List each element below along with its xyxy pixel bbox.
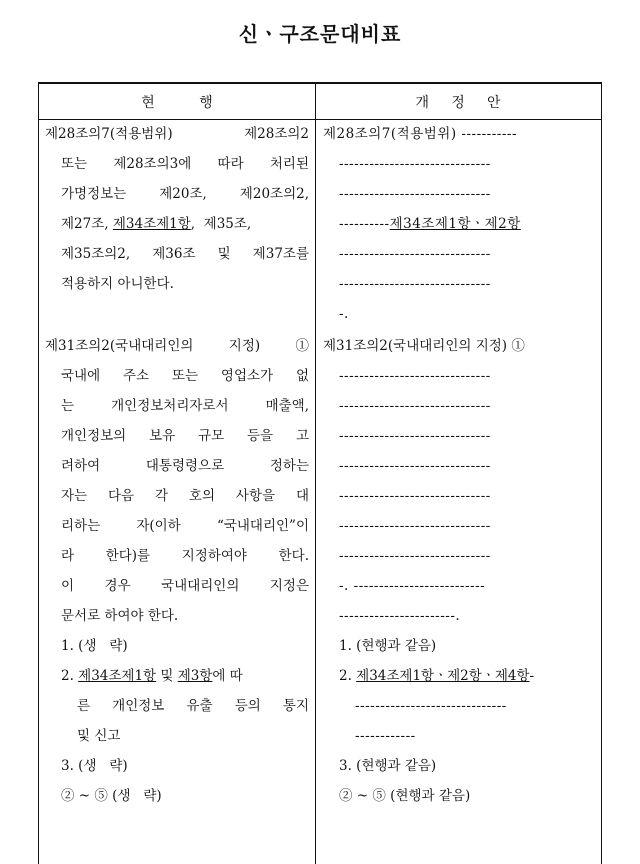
current-item-2-line: 및 신고: [77, 728, 121, 744]
column-divider: [315, 84, 316, 864]
current-paragraphs-2-5: ② ~ ⑤ (생 략): [61, 788, 162, 804]
proposed-item-3: 3. (현행과 같음): [339, 758, 437, 774]
proposed-a28-line: [323, 214, 595, 234]
current-a28-line: 제35조의2, 제36조 및 제37조를: [61, 246, 309, 262]
current-item-3: 3. (생 략): [61, 758, 128, 774]
proposed-item-2: [323, 666, 595, 686]
current-item-2-line: 른 개인정보 유출 등의 통지: [77, 698, 309, 714]
proposed-a31-line: ------------------------------: [339, 458, 491, 474]
text-fragment: , 제35조,: [190, 216, 252, 232]
header-proposed: 개 정 안: [415, 95, 501, 111]
proposed-a28-line: ------------------------------: [339, 276, 491, 292]
proposed-paragraphs-2-5: ② ~ ⑤ (현행과 같음): [339, 788, 471, 804]
current-a31-line: 개인정보의 보유 규모 등을 고: [61, 428, 309, 444]
amended-reference: 제34조제1항ㆍ제2항: [389, 216, 521, 232]
amended-reference: 제3항: [177, 668, 213, 684]
text-fragment: 2.: [339, 668, 357, 684]
current-a31-line: 문서로 하여야 한다.: [61, 608, 179, 624]
amended-reference: 제34조제1항: [112, 216, 191, 232]
proposed-a31-line: ------------------------------: [339, 428, 491, 444]
proposed-a28-line: -.: [339, 306, 349, 322]
current-a31-line: 리하는 자(이하 “국내대리인”이: [61, 518, 309, 534]
proposed-a28-line: ------------------------------: [339, 186, 491, 202]
text-fragment: 에 따: [212, 668, 243, 684]
proposed-a28-line: ------------------------------: [339, 156, 491, 172]
current-a28-line: 가명정보는 제20조, 제20조의2,: [61, 186, 309, 202]
current-a28-line: 적용하지 아니한다.: [61, 276, 174, 292]
current-a31-line: 자는 다음 각 호의 사항을 대: [61, 488, 309, 504]
text-fragment: 2.: [61, 668, 79, 684]
document-title: 신ㆍ구조문대비표: [238, 22, 402, 46]
current-a28-line: 또는 제28조의3에 따라 처리된: [61, 156, 309, 172]
text-fragment: -: [529, 668, 535, 684]
current-a31-line: 이 경우 국내대리인의 지정은: [61, 578, 309, 594]
proposed-a31-line: ------------------------------: [339, 398, 491, 414]
text-fragment: 및: [156, 668, 178, 684]
current-a31-line: 려하여 대통령령으로 정하는: [61, 458, 309, 474]
proposed-a28-line: 제28조의7(적용범위) -----------: [323, 126, 518, 142]
proposed-a31-line: ------------------------------: [339, 518, 491, 534]
current-a28-line: [45, 214, 309, 234]
current-a28-line: 제28조의7(적용범위) 제28조의2: [45, 126, 309, 142]
current-item-2: [45, 666, 309, 686]
proposed-a31-line: ------------------------------: [339, 488, 491, 504]
amended-reference: 제34조제1항: [78, 668, 157, 684]
proposed-a31-line: 제31조의2(국내대리인의 지정) ①: [323, 338, 525, 354]
proposed-a31-line: ------------------------------: [339, 368, 491, 384]
text-fragment: 제27조,: [61, 216, 113, 232]
proposed-item-2-line: ------------: [355, 728, 416, 744]
table-header-row: [39, 84, 601, 120]
current-a31-line: 국내에 주소 또는 영업소가 없: [61, 368, 309, 384]
current-a31-line: 라 한다)를 지정하여야 한다.: [61, 548, 309, 564]
proposed-item-1: 1. (현행과 같음): [339, 638, 437, 654]
proposed-a31-line: ------------------------------: [339, 548, 491, 564]
proposed-a28-line: ------------------------------: [339, 246, 491, 262]
amended-reference: 제34조제1항ㆍ제2항ㆍ제4항: [356, 668, 530, 684]
header-current: 현 행: [141, 95, 213, 111]
proposed-a31-line: -. --------------------------: [339, 578, 486, 594]
current-a31-line: 는 개인정보처리자로서 매출액,: [61, 398, 309, 414]
current-a31-line: 제31조의2(국내대리인의 지정) ①: [45, 338, 309, 354]
proposed-a31-line: -----------------------.: [339, 608, 461, 624]
current-item-1: 1. (생 략): [61, 638, 128, 654]
comparison-table: [38, 82, 602, 864]
text-fragment: ----------: [339, 216, 390, 232]
proposed-item-2-line: ------------------------------: [355, 698, 507, 714]
